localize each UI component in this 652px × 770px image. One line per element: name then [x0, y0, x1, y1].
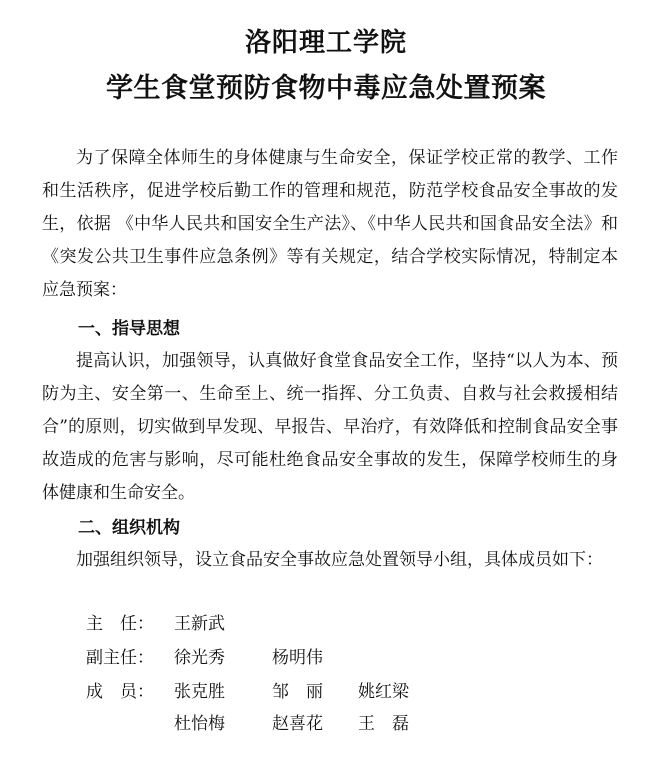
director-name: 王新武: [174, 614, 225, 634]
deputy-name: 杨明伟: [272, 648, 323, 668]
document-title-institution: 洛阳理工学院: [244, 28, 407, 58]
director-label: 主 任：: [86, 614, 154, 634]
deputy-label: 副主任：: [86, 648, 154, 668]
member-label: 成 员：: [86, 682, 154, 702]
deputy-name: 徐光秀: [174, 648, 225, 668]
document-title-plan: 学生食堂预防食物中毒应急处置预案: [106, 73, 546, 104]
member-name: 王 磊: [358, 714, 409, 734]
section2-heading: 二、组织机构: [78, 518, 180, 538]
member-name: 张克胜: [174, 682, 225, 702]
section1-heading: 一、指导思想: [78, 319, 180, 339]
section1-paragraph: 提高认识，加强领导，认真做好食堂食品安全工作，坚持“以人为本、预防为主、安全第一、生命至上、统一指挥、分工负责、自救与社会救援相结合”的原则，切实做到早发现、早报告、早治疗，有效降低和控制食品安全事故造成的危害与影响，尽可能杜绝食品安全事故的发生，保障学校师生的身体健康和生命安全。: [42, 351, 618, 503]
member-name: 邹 丽: [272, 682, 323, 702]
member-name: 赵喜花: [272, 714, 323, 734]
member-name: 杜怡梅: [174, 714, 225, 734]
intro-paragraph: 为了保障全体师生的身体健康与生命安全，保证学校正常的教学、工作和生活秩序，促进学校后勤工作的管理和规范，防范学校食品安全事故的发生，依据 《中华人民共和国安全生产法》、《中华人民共和国食品安全法》和《突发公共卫生事件应急条例》等有关规定，结合学校实际情况，特制定本应急预案：: [42, 148, 618, 300]
section2-paragraph: 加强组织领导，设立食品安全事故应急处置领导小组，具体成员如下：: [76, 550, 603, 570]
member-name: 姚红梁: [358, 682, 409, 702]
